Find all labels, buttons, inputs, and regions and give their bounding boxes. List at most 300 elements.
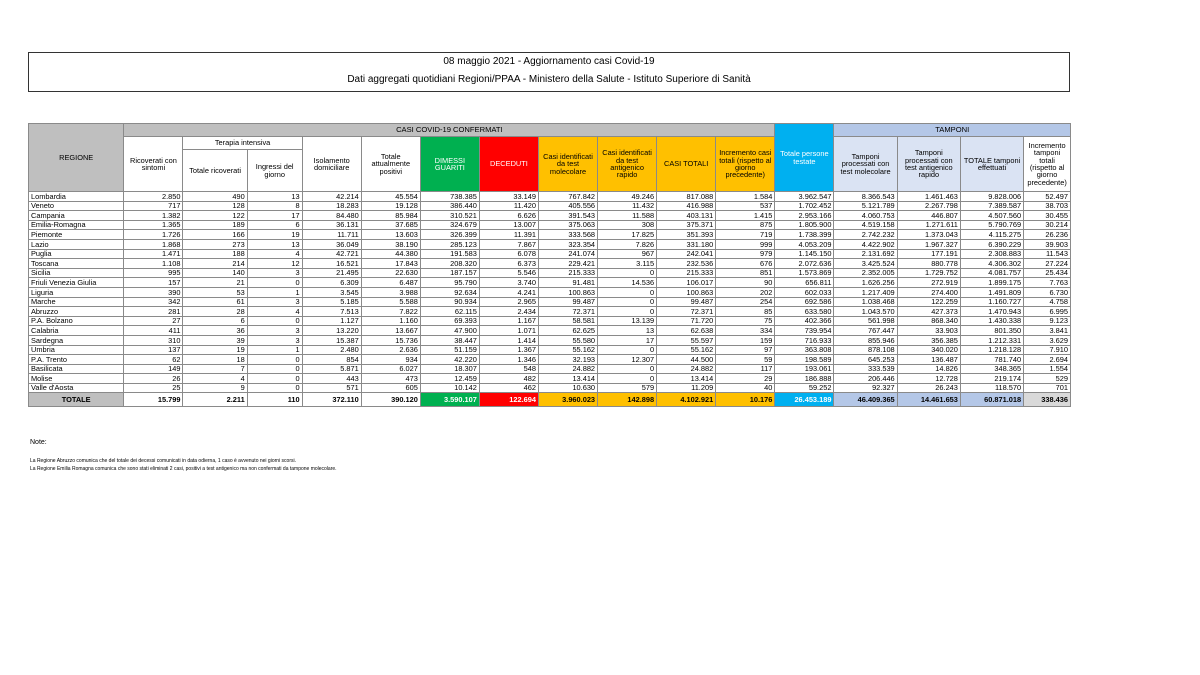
region-name-cell: Campania <box>29 211 124 221</box>
value-cell: 15.387 <box>302 335 361 345</box>
region-name-cell: P.A. Bolzano <box>29 316 124 326</box>
value-cell: 427.373 <box>897 307 960 317</box>
value-cell: 13 <box>247 239 302 249</box>
value-cell: 191.583 <box>420 249 479 259</box>
value-cell: 324.679 <box>420 220 479 230</box>
value-cell: 3.962.547 <box>775 192 834 202</box>
value-cell: 979 <box>716 249 775 259</box>
value-cell: 1.127 <box>302 316 361 326</box>
value-cell: 1.167 <box>479 316 538 326</box>
value-cell: 2.694 <box>1024 355 1071 365</box>
value-cell: 55.597 <box>657 335 716 345</box>
value-cell: 1.899.175 <box>960 278 1023 288</box>
value-cell: 717 <box>124 201 183 211</box>
value-cell: 739.954 <box>775 326 834 336</box>
note-emilia-romagna: La Regione Emilia Romagna comunica che sono stati eliminati 2 casi, positivi a test antigenico ma non confermati da tampone molecolare. <box>30 466 337 472</box>
value-cell: 333.568 <box>538 230 597 240</box>
value-cell: 1.805.900 <box>775 220 834 230</box>
value-cell: 159 <box>716 335 775 345</box>
value-cell: 1.108 <box>124 259 183 269</box>
value-cell: 92.634 <box>420 287 479 297</box>
region-name-cell: Lombardia <box>29 192 124 202</box>
value-cell: 6.995 <box>1024 307 1071 317</box>
value-cell: 1.573.869 <box>775 268 834 278</box>
value-cell: 186.888 <box>775 374 834 384</box>
value-cell: 817.088 <box>657 192 716 202</box>
value-cell: 22.630 <box>361 268 420 278</box>
value-cell: 571 <box>302 383 361 393</box>
value-cell: 1.470.943 <box>960 307 1023 317</box>
value-cell: 342 <box>124 297 183 307</box>
value-cell: 1.373.043 <box>897 230 960 240</box>
header-test-antigenico: Casi identificati da test antigenico rapido <box>598 137 657 192</box>
value-cell: 157 <box>124 278 183 288</box>
value-cell: 59 <box>716 355 775 365</box>
total-value-cell: 46.409.365 <box>834 393 897 407</box>
value-cell: 13.667 <box>361 326 420 336</box>
value-cell: 272.919 <box>897 278 960 288</box>
value-cell: 579 <box>598 383 657 393</box>
value-cell: 49.246 <box>598 192 657 202</box>
group-terapia-intensiva: Terapia intensiva <box>183 137 302 150</box>
value-cell: 2.352.005 <box>834 268 897 278</box>
value-cell: 5.588 <box>361 297 420 307</box>
value-cell: 214 <box>183 259 247 269</box>
total-value-cell: 122.694 <box>479 393 538 407</box>
value-cell: 122 <box>183 211 247 221</box>
region-name-cell: Sardegna <box>29 335 124 345</box>
value-cell: 42.214 <box>302 192 361 202</box>
region-name-cell: Veneto <box>29 201 124 211</box>
value-cell: 3.740 <box>479 278 538 288</box>
value-cell: 331.180 <box>657 239 716 249</box>
value-cell: 995 <box>124 268 183 278</box>
value-cell: 75 <box>716 316 775 326</box>
table-row <box>29 259 1071 269</box>
value-cell: 3 <box>247 268 302 278</box>
value-cell: 7.389.587 <box>960 201 1023 211</box>
value-cell: 6.626 <box>479 211 538 221</box>
region-name-cell: Basilicata <box>29 364 124 374</box>
value-cell: 1.461.463 <box>897 192 960 202</box>
value-cell: 6.730 <box>1024 287 1071 297</box>
value-cell: 19 <box>247 230 302 240</box>
value-cell: 62.625 <box>538 326 597 336</box>
value-cell: 3 <box>247 335 302 345</box>
value-cell: 868.340 <box>897 316 960 326</box>
value-cell: 55.580 <box>538 335 597 345</box>
table-row <box>29 220 1071 230</box>
total-value-cell: 372.110 <box>302 393 361 407</box>
value-cell: 12.307 <box>598 355 657 365</box>
value-cell: 6.487 <box>361 278 420 288</box>
value-cell: 117 <box>716 364 775 374</box>
header-ti-totale: Totale ricoverati <box>183 150 247 192</box>
total-value-cell: 110 <box>247 393 302 407</box>
value-cell: 14.826 <box>897 364 960 374</box>
value-cell: 3 <box>247 326 302 336</box>
value-cell: 4.241 <box>479 287 538 297</box>
value-cell: 6.027 <box>361 364 420 374</box>
report-subtitle: Dati aggregati quotidiani Regioni/PPAA - Ministero della Salute - Istituto Superiore di Sanità <box>347 74 751 85</box>
value-cell: 767.447 <box>834 326 897 336</box>
region-name-cell: Lazio <box>29 239 124 249</box>
value-cell: 21 <box>183 278 247 288</box>
value-cell: 340.020 <box>897 345 960 355</box>
value-cell: 605 <box>361 383 420 393</box>
value-cell: 9.828.006 <box>960 192 1023 202</box>
value-cell: 58.581 <box>538 316 597 326</box>
value-cell: 490 <box>183 192 247 202</box>
value-cell: 6 <box>183 316 247 326</box>
report-header <box>28 52 1070 92</box>
value-cell: 1.071 <box>479 326 538 336</box>
value-cell: 645.253 <box>834 355 897 365</box>
value-cell: 2.636 <box>361 345 420 355</box>
value-cell: 90.934 <box>420 297 479 307</box>
table-row <box>29 307 1071 317</box>
value-cell: 232.536 <box>657 259 716 269</box>
value-cell: 19 <box>183 345 247 355</box>
total-value-cell: 338.436 <box>1024 393 1071 407</box>
value-cell: 462 <box>479 383 538 393</box>
value-cell: 219.174 <box>960 374 1023 384</box>
value-cell: 140 <box>183 268 247 278</box>
value-cell: 92.327 <box>834 383 897 393</box>
header-dimessi: DIMESSI GUARITI <box>420 137 479 192</box>
value-cell: 91.481 <box>538 278 597 288</box>
value-cell: 13.414 <box>657 374 716 384</box>
value-cell: 215.333 <box>657 268 716 278</box>
value-cell: 1.626.256 <box>834 278 897 288</box>
value-cell: 7.826 <box>598 239 657 249</box>
value-cell: 208.320 <box>420 259 479 269</box>
value-cell: 285.123 <box>420 239 479 249</box>
value-cell: 405.556 <box>538 201 597 211</box>
value-cell: 443 <box>302 374 361 384</box>
value-cell: 27 <box>124 316 183 326</box>
value-cell: 274.400 <box>897 287 960 297</box>
value-cell: 24.882 <box>538 364 597 374</box>
value-cell: 32.193 <box>538 355 597 365</box>
value-cell: 967 <box>598 249 657 259</box>
value-cell: 202 <box>716 287 775 297</box>
value-cell: 0 <box>598 307 657 317</box>
value-cell: 51.159 <box>420 345 479 355</box>
header-test-molecolare: Casi identificati da test molecolare <box>538 137 597 192</box>
value-cell: 6.078 <box>479 249 538 259</box>
value-cell: 17 <box>598 335 657 345</box>
table-row <box>29 192 1071 202</box>
covid-data-table <box>28 123 1071 407</box>
value-cell: 934 <box>361 355 420 365</box>
region-name-cell: Abruzzo <box>29 307 124 317</box>
value-cell: 855.946 <box>834 335 897 345</box>
value-cell: 118.570 <box>960 383 1023 393</box>
value-cell: 1.726 <box>124 230 183 240</box>
value-cell: 193.061 <box>775 364 834 374</box>
value-cell: 25 <box>124 383 183 393</box>
total-value-cell: 142.898 <box>598 393 657 407</box>
table-row <box>29 287 1071 297</box>
value-cell: 4.507.560 <box>960 211 1023 221</box>
total-value-cell: 60.871.018 <box>960 393 1023 407</box>
value-cell: 6.390.229 <box>960 239 1023 249</box>
value-cell: 310.521 <box>420 211 479 221</box>
value-cell: 999 <box>716 239 775 249</box>
total-value-cell: 15.799 <box>124 393 183 407</box>
value-cell: 4.053.209 <box>775 239 834 249</box>
value-cell: 548 <box>479 364 538 374</box>
total-value-cell: 390.120 <box>361 393 420 407</box>
value-cell: 55.162 <box>657 345 716 355</box>
value-cell: 18.283 <box>302 201 361 211</box>
value-cell: 72.371 <box>657 307 716 317</box>
value-cell: 53 <box>183 287 247 297</box>
region-name-cell: Sicilia <box>29 268 124 278</box>
value-cell: 215.333 <box>538 268 597 278</box>
value-cell: 1.346 <box>479 355 538 365</box>
table-row <box>29 326 1071 336</box>
report-title: 08 maggio 2021 - Aggiornamento casi Covid-19 <box>443 56 655 67</box>
value-cell: 69.393 <box>420 316 479 326</box>
table-row <box>29 239 1071 249</box>
header-deceduti: DECEDUTI <box>479 137 538 192</box>
value-cell: 1.160 <box>361 316 420 326</box>
value-cell: 26.236 <box>1024 230 1071 240</box>
value-cell: 1.430.338 <box>960 316 1023 326</box>
value-cell: 187.157 <box>420 268 479 278</box>
value-cell: 177.191 <box>897 249 960 259</box>
value-cell: 17.843 <box>361 259 420 269</box>
value-cell: 72.371 <box>538 307 597 317</box>
value-cell: 27.224 <box>1024 259 1071 269</box>
value-cell: 52.497 <box>1024 192 1071 202</box>
value-cell: 1.471 <box>124 249 183 259</box>
value-cell: 537 <box>716 201 775 211</box>
total-value-cell: 3.590.107 <box>420 393 479 407</box>
value-cell: 38.703 <box>1024 201 1071 211</box>
region-name-cell: Liguria <box>29 287 124 297</box>
table-body <box>29 192 1071 407</box>
value-cell: 402.366 <box>775 316 834 326</box>
value-cell: 17 <box>247 211 302 221</box>
value-cell: 1.729.752 <box>897 268 960 278</box>
value-cell: 0 <box>247 364 302 374</box>
value-cell: 33.903 <box>897 326 960 336</box>
value-cell: 4.519.158 <box>834 220 897 230</box>
value-cell: 39.903 <box>1024 239 1071 249</box>
region-name-cell: Emilia-Romagna <box>29 220 124 230</box>
value-cell: 2.480 <box>302 345 361 355</box>
value-cell: 39 <box>183 335 247 345</box>
value-cell: 4.060.753 <box>834 211 897 221</box>
header-tamp-antigenico: Tamponi processati con test antigenico rapido <box>897 137 960 192</box>
region-name-cell: Umbria <box>29 345 124 355</box>
value-cell: 30.455 <box>1024 211 1071 221</box>
value-cell: 1.365 <box>124 220 183 230</box>
value-cell: 878.108 <box>834 345 897 355</box>
value-cell: 7.867 <box>479 239 538 249</box>
table-row <box>29 374 1071 384</box>
value-cell: 198.589 <box>775 355 834 365</box>
value-cell: 242.041 <box>657 249 716 259</box>
value-cell: 18 <box>183 355 247 365</box>
value-cell: 14.536 <box>598 278 657 288</box>
value-cell: 333.539 <box>834 364 897 374</box>
value-cell: 13.139 <box>598 316 657 326</box>
value-cell: 16.521 <box>302 259 361 269</box>
value-cell: 0 <box>598 374 657 384</box>
value-cell: 656.811 <box>775 278 834 288</box>
value-cell: 0 <box>598 287 657 297</box>
value-cell: 375.371 <box>657 220 716 230</box>
value-cell: 13.414 <box>538 374 597 384</box>
value-cell: 633.580 <box>775 307 834 317</box>
region-name-cell: Puglia <box>29 249 124 259</box>
value-cell: 4 <box>247 307 302 317</box>
value-cell: 0 <box>247 316 302 326</box>
value-cell: 38.447 <box>420 335 479 345</box>
value-cell: 229.421 <box>538 259 597 269</box>
value-cell: 446.807 <box>897 211 960 221</box>
value-cell: 1.491.809 <box>960 287 1023 297</box>
value-cell: 10.142 <box>420 383 479 393</box>
value-cell: 676 <box>716 259 775 269</box>
value-cell: 7.513 <box>302 307 361 317</box>
value-cell: 1.554 <box>1024 364 1071 374</box>
value-cell: 701 <box>1024 383 1071 393</box>
value-cell: 97 <box>716 345 775 355</box>
table-row <box>29 249 1071 259</box>
value-cell: 11.420 <box>479 201 538 211</box>
value-cell: 38.190 <box>361 239 420 249</box>
value-cell: 11.543 <box>1024 249 1071 259</box>
value-cell: 0 <box>598 345 657 355</box>
value-cell: 2.072.636 <box>775 259 834 269</box>
value-cell: 2.965 <box>479 297 538 307</box>
value-cell: 281 <box>124 307 183 317</box>
value-cell: 4 <box>247 249 302 259</box>
value-cell: 2.742.232 <box>834 230 897 240</box>
value-cell: 55.162 <box>538 345 597 355</box>
totals-row <box>29 393 1071 407</box>
value-cell: 1.868 <box>124 239 183 249</box>
value-cell: 801.350 <box>960 326 1023 336</box>
value-cell: 880.778 <box>897 259 960 269</box>
header-positivi: Totale attualmente positivi <box>361 137 420 192</box>
region-name-cell: Piemonte <box>29 230 124 240</box>
value-cell: 4.758 <box>1024 297 1071 307</box>
group-tamponi: TAMPONI <box>834 124 1071 137</box>
header-tamp-molecolare: Tamponi processati con test molecolare <box>834 137 897 192</box>
value-cell: 188 <box>183 249 247 259</box>
value-cell: 529 <box>1024 374 1071 384</box>
value-cell: 403.131 <box>657 211 716 221</box>
value-cell: 5.546 <box>479 268 538 278</box>
value-cell: 99.487 <box>657 297 716 307</box>
value-cell: 149 <box>124 364 183 374</box>
value-cell: 1.702.452 <box>775 201 834 211</box>
value-cell: 4.422.902 <box>834 239 897 249</box>
value-cell: 17.825 <box>598 230 657 240</box>
value-cell: 206.446 <box>834 374 897 384</box>
value-cell: 7.763 <box>1024 278 1071 288</box>
table-row <box>29 335 1071 345</box>
value-cell: 12 <box>247 259 302 269</box>
value-cell: 26 <box>124 374 183 384</box>
value-cell: 851 <box>716 268 775 278</box>
value-cell: 273 <box>183 239 247 249</box>
value-cell: 95.790 <box>420 278 479 288</box>
value-cell: 84.480 <box>302 211 361 221</box>
value-cell: 13 <box>247 192 302 202</box>
value-cell: 128 <box>183 201 247 211</box>
header-tamp-totale: TOTALE tamponi effettuati <box>960 137 1023 192</box>
value-cell: 100.863 <box>538 287 597 297</box>
value-cell: 10.630 <box>538 383 597 393</box>
value-cell: 13.220 <box>302 326 361 336</box>
value-cell: 334 <box>716 326 775 336</box>
value-cell: 0 <box>247 383 302 393</box>
value-cell: 33.149 <box>479 192 538 202</box>
value-cell: 8 <box>247 201 302 211</box>
value-cell: 1.160.727 <box>960 297 1023 307</box>
value-cell: 738.385 <box>420 192 479 202</box>
value-cell: 122.259 <box>897 297 960 307</box>
value-cell: 15.736 <box>361 335 420 345</box>
value-cell: 11.711 <box>302 230 361 240</box>
value-cell: 12.459 <box>420 374 479 384</box>
value-cell: 1.738.399 <box>775 230 834 240</box>
value-cell: 71.720 <box>657 316 716 326</box>
value-cell: 106.017 <box>657 278 716 288</box>
value-cell: 3.545 <box>302 287 361 297</box>
value-cell: 5.121.789 <box>834 201 897 211</box>
value-cell: 602.033 <box>775 287 834 297</box>
value-cell: 5.790.769 <box>960 220 1023 230</box>
value-cell: 5.871 <box>302 364 361 374</box>
value-cell: 28 <box>183 307 247 317</box>
value-cell: 473 <box>361 374 420 384</box>
region-name-cell: Friuli Venezia Giulia <box>29 278 124 288</box>
table-row <box>29 211 1071 221</box>
value-cell: 61 <box>183 297 247 307</box>
value-cell: 19.128 <box>361 201 420 211</box>
value-cell: 1.382 <box>124 211 183 221</box>
value-cell: 4.306.302 <box>960 259 1023 269</box>
table-row <box>29 355 1071 365</box>
value-cell: 326.399 <box>420 230 479 240</box>
value-cell: 29 <box>716 374 775 384</box>
value-cell: 3.425.524 <box>834 259 897 269</box>
value-cell: 13.603 <box>361 230 420 240</box>
table-row <box>29 316 1071 326</box>
header-ti-ingressi: Ingressi del giorno <box>247 150 302 192</box>
header-regione: REGIONE <box>29 124 124 192</box>
value-cell: 348.365 <box>960 364 1023 374</box>
value-cell: 11.209 <box>657 383 716 393</box>
value-cell: 3.115 <box>598 259 657 269</box>
value-cell: 310 <box>124 335 183 345</box>
table-row <box>29 364 1071 374</box>
total-value-cell: 4.102.921 <box>657 393 716 407</box>
value-cell: 854 <box>302 355 361 365</box>
total-value-cell: 3.960.023 <box>538 393 597 407</box>
value-cell: 0 <box>247 374 302 384</box>
value-cell: 1.271.611 <box>897 220 960 230</box>
value-cell: 875 <box>716 220 775 230</box>
